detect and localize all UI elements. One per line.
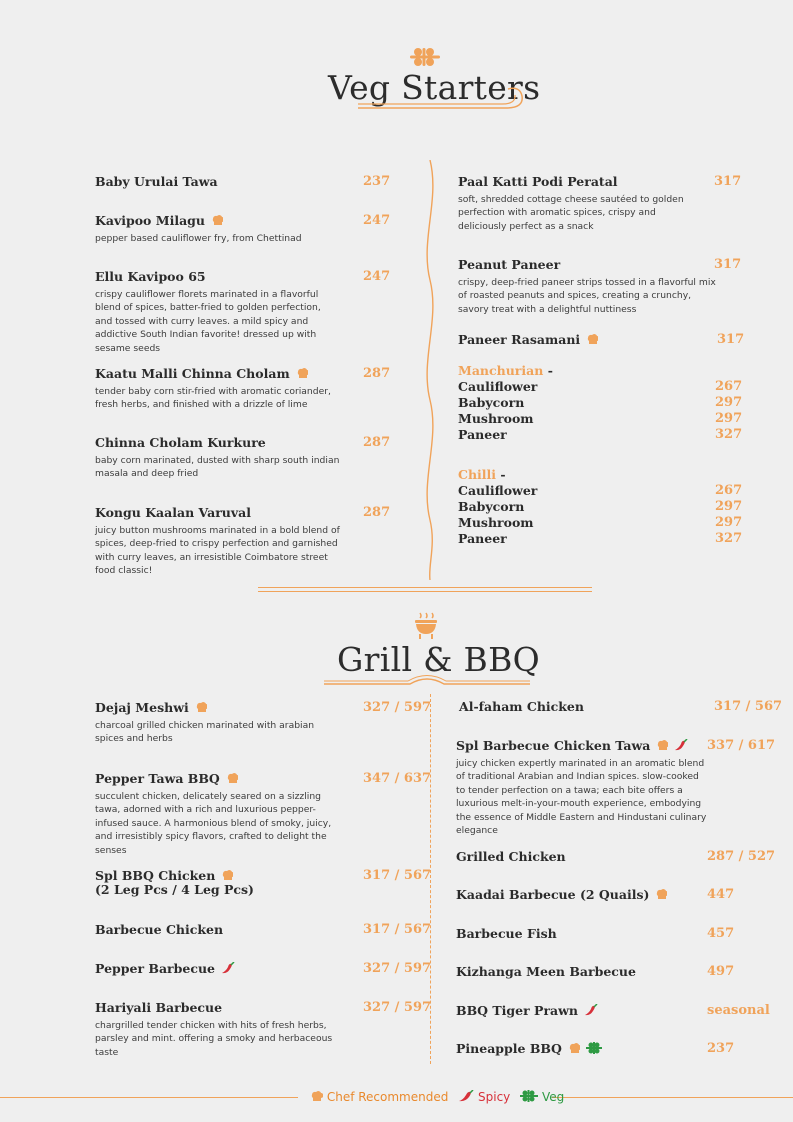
menu-item-name-text: Kizhanga Meen Barbecue (456, 964, 636, 979)
menu-item-price: 287 (363, 435, 391, 450)
chef-hat-icon (211, 214, 223, 229)
menu-item-price: 317 / 567 (363, 868, 432, 883)
menu-item-price: 247 (363, 269, 391, 284)
menu-item-price: seasonal (707, 1003, 770, 1018)
menu-item-price: 287 / 527 (707, 849, 776, 864)
section-divider (258, 587, 592, 588)
menu-item-name (95, 269, 206, 284)
veg-icon (586, 1042, 602, 1057)
menu-item-name (95, 700, 207, 716)
sub-menu-item-name: Paneer (458, 427, 507, 442)
chef-hat-icon (568, 1042, 580, 1057)
menu-item-description: tender baby corn stir-fried with aromatic coriander, fresh herbs, and finished with a drizzle of lime (95, 386, 331, 411)
menu-item-name (95, 922, 223, 937)
menu-item-name-text: Hariyali Barbecue (95, 1000, 223, 1015)
menu-item-name (95, 213, 223, 229)
menu-item-price: 247 (363, 213, 391, 228)
menu-item-name (95, 961, 235, 977)
chilli-icon (674, 739, 688, 754)
sub-menu-item-name: Mushroom (458, 411, 534, 426)
sub-menu-item-price: 327 (715, 531, 743, 546)
grill-bbq-title: Grill & BBQ (337, 640, 541, 679)
sub-menu-item-price: 267 (715, 379, 743, 394)
chef-hat-icon (226, 772, 238, 787)
sub-menu-item-name: Mushroom (458, 515, 534, 530)
chef-hat-icon (656, 739, 668, 754)
legend (310, 1090, 564, 1105)
sub-menu-heading (458, 467, 506, 482)
menu-item-price: 287 (363, 505, 391, 520)
menu-item-name-text: Barbecue Fish (456, 926, 557, 941)
menu-item-price: 287 (363, 366, 391, 381)
menu-item-price: 327 / 597 (363, 700, 432, 715)
footer-line-left (0, 1097, 298, 1098)
menu-item-name (456, 738, 688, 754)
title-underline (356, 84, 528, 112)
legend-chef-label: Chef Recommended (326, 1090, 449, 1104)
chef-hat-icon (296, 367, 308, 382)
sub-menu-heading-text: Manchurian (458, 363, 544, 378)
menu-item-price: 317 / 567 (714, 699, 783, 714)
menu-item-name (458, 257, 560, 272)
menu-item-name-text: Pepper Tawa BBQ (95, 771, 220, 786)
menu-item-price: 447 (707, 887, 735, 902)
menu-item-name (456, 849, 566, 864)
menu-item-name-text: Kongu Kaalan Varuval (95, 505, 251, 520)
menu-item-description: pepper based cauliflower fry, from Chettinad (95, 233, 302, 244)
grill-icon (413, 612, 439, 640)
menu-item-name (456, 964, 636, 979)
menu-item-price: 317 (717, 332, 745, 347)
sub-menu-item-price: 297 (715, 499, 743, 514)
legend-veg-label: Veg (541, 1090, 565, 1104)
menu-item-name-text: Dejaj Meshwi (95, 700, 189, 715)
menu-item-name-text: Peanut Paneer (458, 257, 561, 272)
sub-menu-heading-suffix: - (543, 363, 553, 378)
footer-line-right (552, 1097, 793, 1098)
chilli-icon (221, 962, 235, 977)
menu-item-name-text: Paneer Rasamani (458, 332, 581, 347)
menu-item-price: 347 / 637 (363, 771, 432, 786)
section-divider-2 (258, 591, 592, 592)
menu-item-description: charcoal grilled chicken marinated with arabian spices and herbs (95, 720, 315, 745)
legend-spicy-label: Spicy (478, 1090, 511, 1104)
chef-hat-icon (310, 1091, 327, 1105)
menu-item-price: 317 (714, 257, 742, 272)
menu-item-name (456, 926, 557, 941)
menu-item-description: baby corn marinated, dusted with sharp south indian masala and deep fried (95, 455, 340, 480)
veg-icon (520, 1091, 542, 1105)
sub-menu-item-price: 297 (715, 515, 743, 530)
menu-item-name-line2: (2 Leg Pcs / 4 Leg Pcs) (95, 882, 254, 897)
menu-item-name (456, 1041, 602, 1057)
menu-item-name-text: Kaadai Barbecue (2 Quails) (456, 887, 650, 902)
menu-item-name-text: Pineapple BBQ (456, 1041, 562, 1056)
menu-item-price: 497 (707, 964, 735, 979)
menu-item-name (458, 174, 618, 189)
menu-item-name-text: Chinna Cholam Kurkure (95, 435, 266, 450)
menu-item-price: 327 / 597 (363, 1000, 432, 1015)
menu-item-name (95, 771, 238, 787)
menu-item-name (459, 699, 584, 714)
menu-item-name (95, 174, 218, 189)
chef-hat-icon (655, 888, 667, 903)
veg-starters-title: Veg Starters (328, 68, 541, 107)
menu-item-name-text: Pepper Barbecue (95, 961, 215, 976)
menu-item-name-text: Spl BBQ Chicken (95, 868, 216, 883)
sub-menu-heading-text: Chilli (458, 467, 497, 482)
sub-menu-item-price: 297 (715, 395, 743, 410)
wavy-divider (418, 160, 442, 580)
menu-item-name (456, 887, 667, 903)
sub-menu-item-name: Cauliflower (458, 379, 538, 394)
menu-item-name-text: Spl Barbecue Chicken Tawa (456, 738, 651, 753)
menu-item-name-text: Ellu Kavipoo 65 (95, 269, 206, 284)
sub-menu-item-price: 297 (715, 411, 743, 426)
chilli-icon (584, 1004, 598, 1019)
menu-item-name (456, 1003, 598, 1019)
menu-item-name-text: Barbecue Chicken (95, 922, 224, 937)
sub-menu-item-name: Cauliflower (458, 483, 538, 498)
menu-item-name (95, 366, 308, 382)
menu-item-description: chargrilled tender chicken with hits of fresh herbs, parsley and mint. offering a smoky and herbaceous taste (95, 1020, 333, 1058)
menu-item-price: 317 (714, 174, 742, 189)
menu-item-name-text: BBQ Tiger Prawn (456, 1003, 578, 1018)
menu-item-price: 457 (707, 926, 735, 941)
chef-hat-icon (195, 701, 207, 716)
menu-item-name-text: Al-faham Chicken (459, 699, 584, 714)
menu-item-price: 237 (707, 1041, 735, 1056)
sub-menu-item-name: Paneer (458, 531, 507, 546)
menu-item-name (95, 505, 251, 520)
sub-menu-item-price: 267 (715, 483, 743, 498)
menu-item-price: 327 / 597 (363, 961, 432, 976)
menu-item-name (95, 1000, 222, 1015)
menu-item-name (95, 435, 266, 450)
menu-item-price: 317 / 567 (363, 922, 432, 937)
sub-menu-heading-suffix: - (496, 467, 506, 482)
menu-item-price: 337 / 617 (707, 738, 776, 753)
sub-menu-heading (458, 363, 553, 378)
chilli-icon (458, 1091, 478, 1105)
menu-item-price: 237 (363, 174, 391, 189)
sub-menu-item-price: 327 (715, 427, 743, 442)
menu-item-description: succulent chicken, delicately seared on a sizzling tawa, adorned with a rich and luxurious pepper-infused sauce. A harmonious blend of smoky, juicy, and irresistibly spicy flavors, crafted to delight the senses (95, 791, 332, 856)
menu-item-name-text: Paal Katti Podi Peratal (458, 174, 618, 189)
menu-item-description: crispy cauliflower florets marinated in a flavorful blend of spices, batter-fried to golden perfection, and tossed with curry leaves. a mild spicy and addictive South Indian favorite! dressed up with sesame seeds (95, 289, 321, 354)
sub-menu-item-name: Babycorn (458, 395, 525, 410)
menu-item-description: crispy, deep-fried paneer strips tossed in a flavorful mix of roasted peanuts and spices, creating a crunchy, savory treat with a delightful nuttiness (458, 277, 716, 315)
menu-item-name-text: Kavipoo Milagu (95, 213, 206, 228)
sub-menu-item-name: Babycorn (458, 499, 525, 514)
menu-item-name-text: Baby Urulai Tawa (95, 174, 218, 189)
menu-item-name-text: Grilled Chicken (456, 849, 566, 864)
menu-item-name (458, 332, 598, 348)
menu-item-description: juicy chicken expertly marinated in an aromatic blend of traditional Arabian and Indian spices. slow-cooked to tender perfection on a tawa; each bite offers a luxurious melt-in-your-mouth experience, embodying the essence of Middle Eastern and Hindustani culinary elegance (456, 758, 707, 837)
grill-title-underline (322, 672, 532, 688)
veg-leaf-icon (408, 46, 444, 68)
menu-item-name-text: Kaatu Malli Chinna Cholam (95, 366, 290, 381)
menu-item-description: juicy button mushrooms marinated in a bold blend of spices, deep-fried to crispy perfection and garnished with curry leaves, an irresistible Coimbatore street food classic! (95, 525, 340, 577)
menu-item-description: soft, shredded cottage cheese sautéed to golden perfection with aromatic spices, crispy and deliciously perfect as a snack (458, 194, 684, 232)
chef-hat-icon (586, 333, 598, 348)
